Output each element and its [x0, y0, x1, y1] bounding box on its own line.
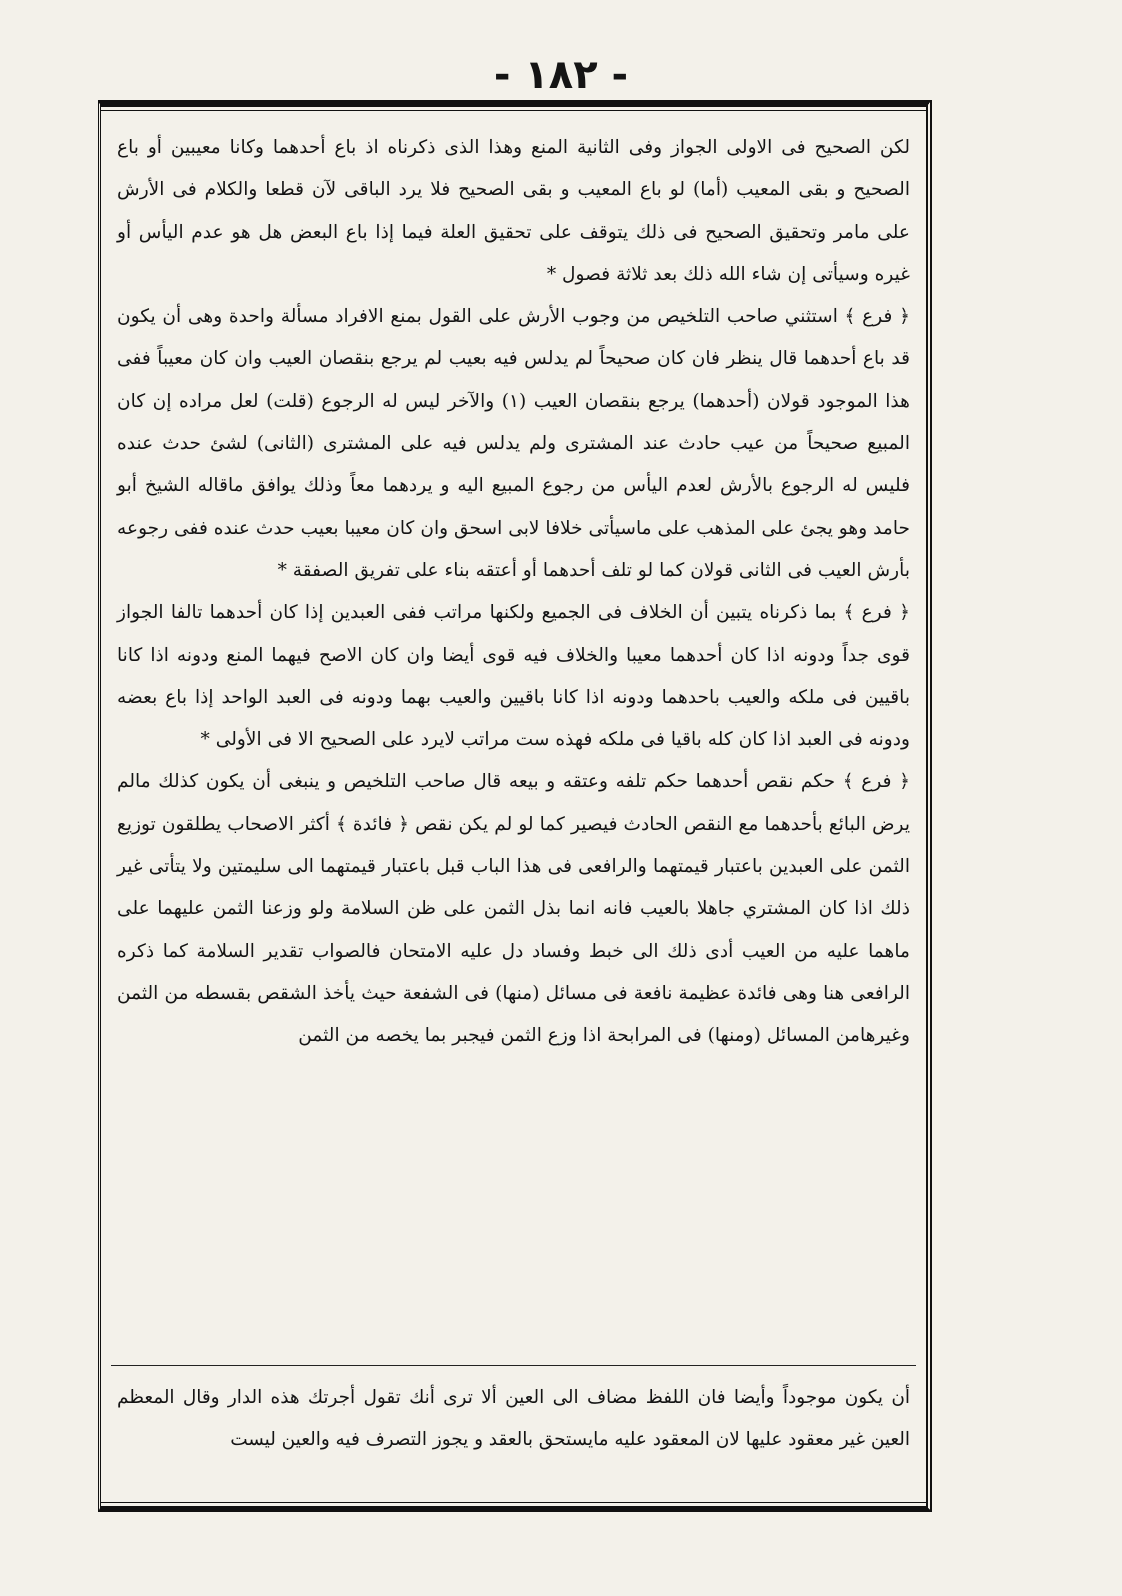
main-text — [117, 127, 910, 1058]
footnote — [117, 1377, 910, 1461]
paragraph: لكن الصحيح فى الاولى الجواز وفى الثانية المنع وهذا الذى ذكرناه اذ باع أحدهما وكانا معيبين أو باع الصحيح و بقى المعيب (أما) لو باع المعيب و بقى الصحيح فلا يرد الباقى لآن قطعا والكلام فى الأرش على مامر وتحقيق الصحيح فى ذلك يتوقف على تحقيق العلة فيما إذا باع البعض هل هو عدم اليأس أو غيره وسيأتى إن شاء الله ذلك بعد ثلاثة فصول * — [117, 137, 910, 285]
paragraph: ﴿ فرع ﴾ بما ذكرناه يتبين أن الخلاف فى الجميع ولكنها مراتب ففى العبدين إذا كان أحدهما تالفا الجواز قوى جداً ودونه اذا كان أحدهما معيبا والخلاف فيه قوى أيضا وان كان الاصح فيهما المنع ودونه اذا كانا باقيين فى ملكه والعيب باحدهما ودونه اذا كانا باقيين والعيب بهما ودونه فى العبد الواحد إذا باع بعضه ودونه فى العبد اذا كان كله باقيا فى ملكه فهذه ست مراتب لايرد على الصحيح الا فى الأولى * — [117, 602, 910, 751]
paragraph: ﴿ فرع ﴾ حكم نقص أحدهما حكم تلفه وعتقه و بيعه قال صاحب التلخيص و ينبغى أن يكون كذلك مالم يرض البائع بأحدهما مع النقص الحادث فيصير كما لو لم يكن نقص ﴿ فائدة ﴾ أكثر الاصحاب يطلقون توزيع الثمن على العبدين باعتبار قيمتهما والرافعى فى هذا الباب قبل باعتبار قيمتهما الى سليمتين ولا يتأتى غير ذلك اذا كان المشتري جاهلا بالعيب فانه انما بذل الثمن على ظن السلامة ولو وزعنا الثمن عليهما على ماهما عليه من العيب أدى ذلك الى خبط وفساد دل عليه الامتحان فالصواب تقدير السلامة كما ذكره الرافعى هنا وهى فائدة عظيمة نافعة فى مسائل (منها) فى الشفعة حيث يأخذ الشقص بقسطه من الثمن وغيرهامن المسائل (ومنها) فى المرابحة اذا وزع الثمن فيجبر بما يخصه من الثمن — [117, 771, 910, 1047]
page-number: - ١٨٢ - — [493, 52, 629, 98]
footnote-text: أن يكون موجوداً وأيضا فان اللفظ مضاف الى العين ألا ترى أنك تقول أجرتك هذه الدار وقال المعظم العين غير معقود عليها لان المعقود عليه مايستحق بالعقد و يجوز التصرف فيه والعين ليست — [117, 1387, 910, 1450]
footnote-divider — [111, 1365, 916, 1366]
page-frame — [98, 100, 932, 1512]
paragraph: ﴿ فرع ﴾ استثني صاحب التلخيص من وجوب الأرش على القول بمنع الافراد مسألة واحدة وهى أن يكون قد باع أحدهما قال ينظر فان كان صحيحاً لم يدلس فيه بعيب لم يرجع بنقصان العيب وان كان معيباً ففى هذا الموجود قولان (أحدهما) يرجع بنقصان العيب (١) والآخر ليس له الرجوع (قلت) لعل مراده إن كان المبيع صحيحاً من عيب حادث عند المشترى ولم يدلس فيه على المشترى (الثانى) لشئ حدث عنده فليس له الرجوع بالأرش لعدم اليأس من رجوع المبيع اليه و يردهما معاً وذلك يوافق ماقاله الشيخ أبو حامد وهو يجئ على المذهب على ماسيأتى خلافا لابى اسحق وان كان معيبا بعيب حدث عنده ففى رجوعه بأرش العيب فى الثانى قولان كما لو تلف أحدهما أو أعتقه بناء على تفريق الصفقة * — [117, 306, 910, 581]
